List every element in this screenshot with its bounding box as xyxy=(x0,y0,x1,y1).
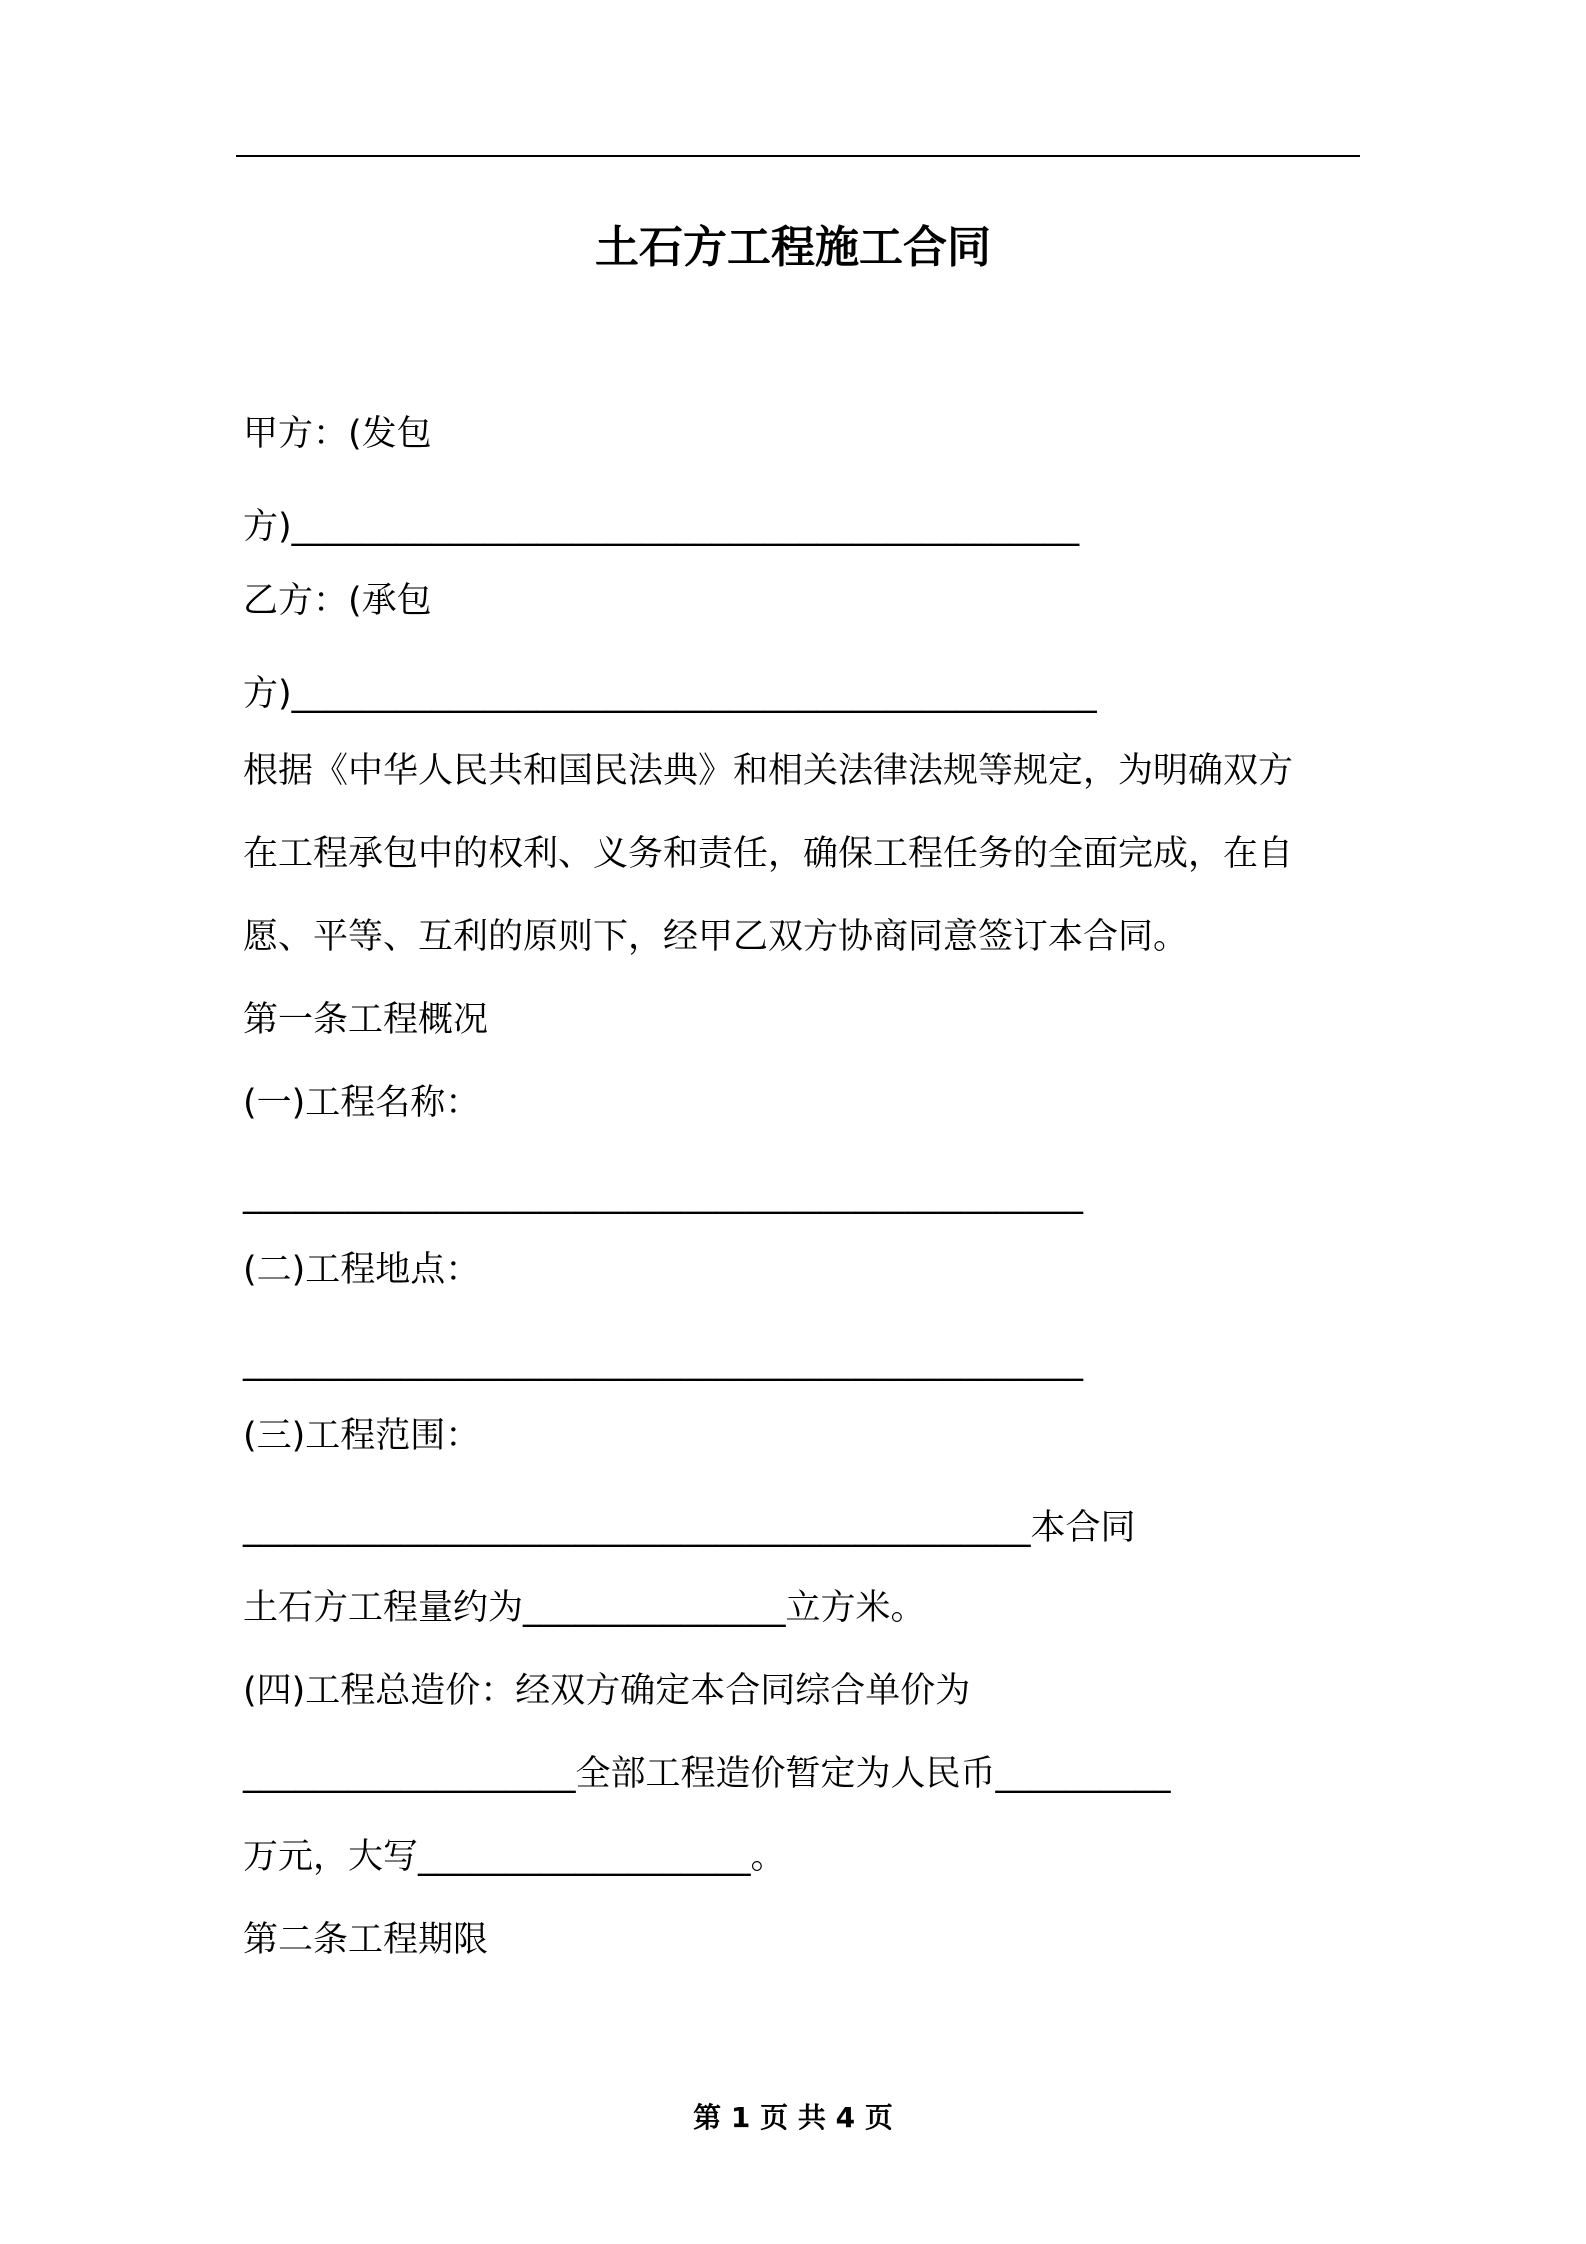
party-a-blank: 方)_____________________________________________ xyxy=(243,507,1080,547)
earthwork-volume-line: 土石方工程量约为_______________立方米。 xyxy=(243,1588,926,1628)
project-scope-blank: _____________________________________________本合同 xyxy=(243,1508,1136,1548)
document-title: 土石方工程施工合同 xyxy=(595,222,991,273)
party-a-label: 甲方：(发包 xyxy=(243,414,432,454)
preamble-line-2: 在工程承包中的权利、义务和责任，确保工程任务的全面完成，在自 xyxy=(243,834,1294,874)
party-b-label: 乙方：(承包 xyxy=(243,581,432,621)
party-b-blank: 方)______________________________________________ xyxy=(243,674,1097,714)
project-location-blank: ________________________________________________ xyxy=(243,1342,1083,1382)
project-name-label: (一)工程名称： xyxy=(243,1083,481,1123)
header-rule xyxy=(236,155,1360,157)
project-location-label: (二)工程地点： xyxy=(243,1250,481,1290)
article-1-heading: 第一条工程概况 xyxy=(243,1000,489,1040)
page-number-footer: 第 1 页 共 4 页 xyxy=(693,2101,893,2134)
preamble-line-1: 根据《中华人民共和国民法典》和相关法律法规等规定，为明确双方 xyxy=(243,751,1294,791)
amount-in-words-line: 万元，大写___________________。 xyxy=(243,1837,786,1877)
total-cost-label: (四)工程总造价：经双方确定本合同综合单价为 xyxy=(243,1671,971,1711)
preamble-line-3: 愿、平等、互利的原则下，经甲乙双方协商同意签订本合同。 xyxy=(243,917,1189,957)
project-scope-label: (三)工程范围： xyxy=(243,1416,481,1456)
project-name-blank: ________________________________________________ xyxy=(243,1175,1083,1215)
article-2-heading: 第二条工程期限 xyxy=(243,1920,489,1960)
total-cost-line: ___________________全部工程造价暂定为人民币__________ xyxy=(243,1754,1171,1794)
